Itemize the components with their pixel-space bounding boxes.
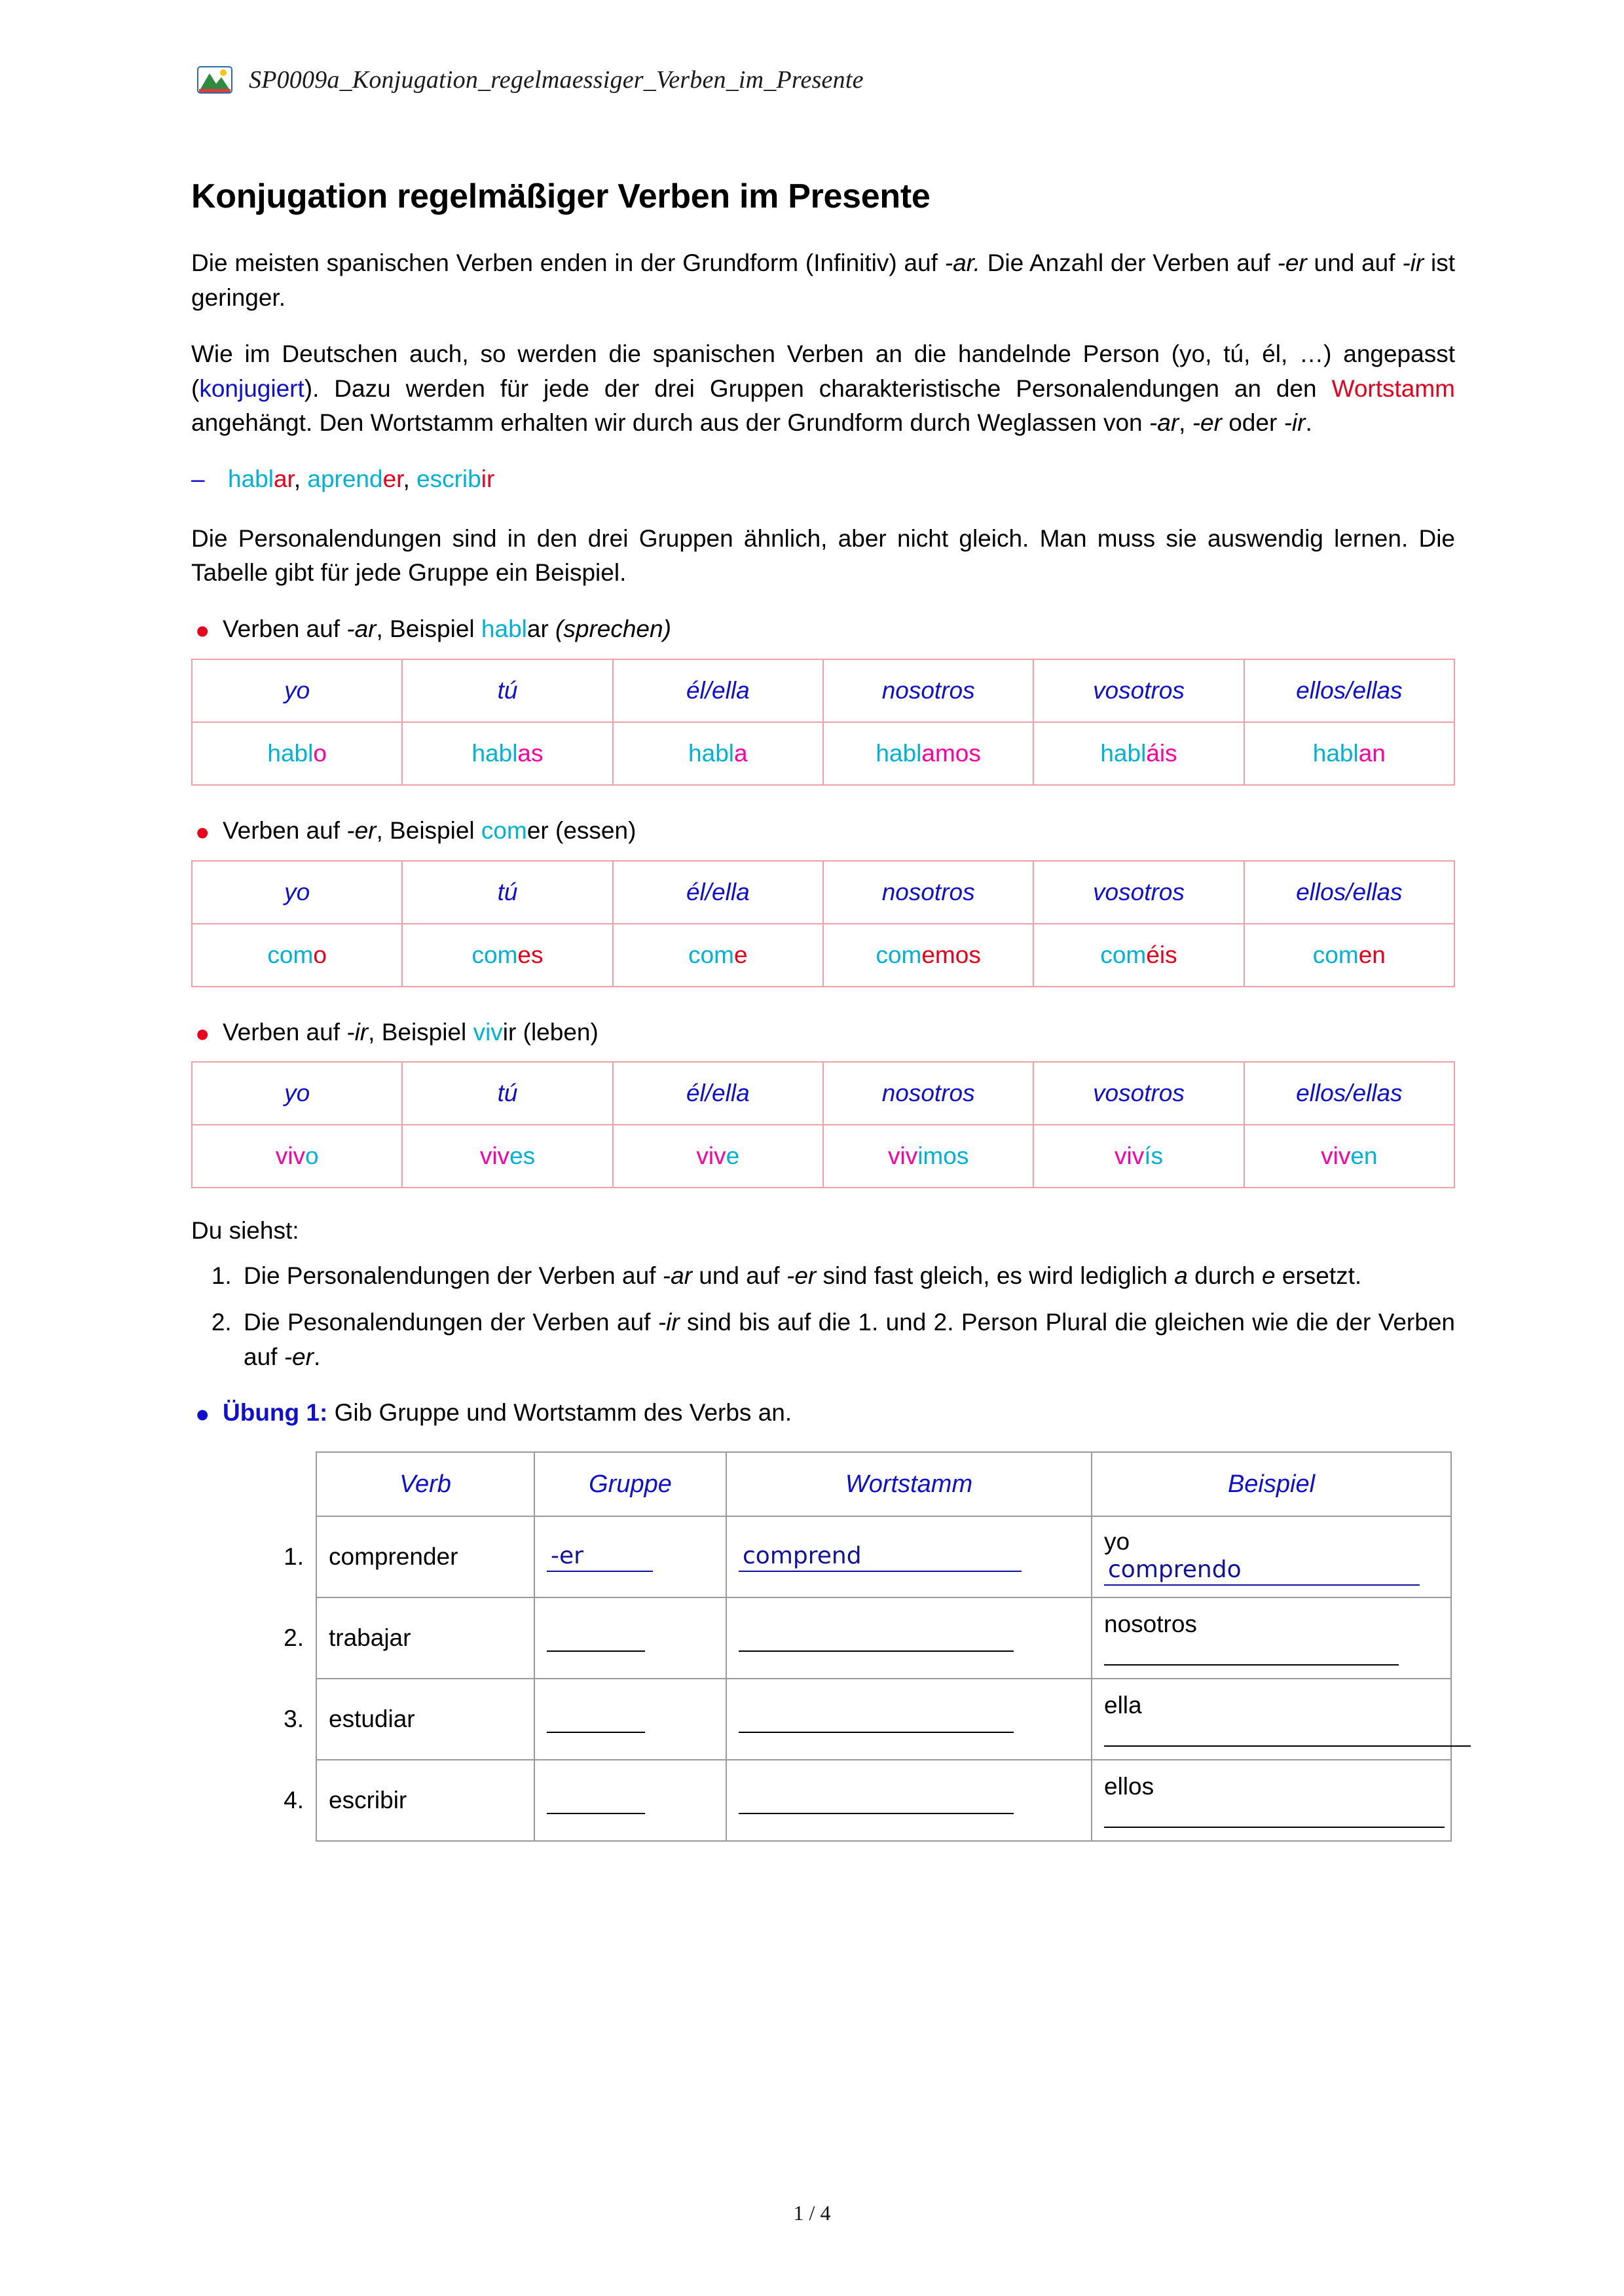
- pronoun-cell: vosotros: [1033, 659, 1244, 722]
- g3-translation: (leben): [516, 1018, 599, 1046]
- n1-italic-e: e: [1261, 1262, 1276, 1290]
- pronoun-cell: ellos/ellas: [1244, 1062, 1454, 1125]
- p1-italic-ar: -ar.: [944, 249, 980, 276]
- verbform-cell: [1244, 924, 1454, 987]
- pronoun-cell: tú: [402, 1062, 612, 1125]
- form-ending: imos: [917, 1142, 969, 1170]
- form-ending: es: [509, 1142, 536, 1170]
- form-stem: viv: [1114, 1142, 1145, 1170]
- verb-cell: escribir: [316, 1760, 534, 1841]
- beispiel-prefix: yo: [1104, 1528, 1130, 1556]
- table-row: [244, 1452, 1451, 1516]
- beispiel-answer-blank: [1104, 1719, 1471, 1747]
- column-header-verb: Verb: [316, 1452, 534, 1516]
- conjugation-table-er: [191, 860, 1455, 987]
- verbform-cell: [192, 1125, 402, 1188]
- column-header-gruppe: Gruppe: [534, 1452, 726, 1516]
- verbform-cell: [1244, 1125, 1454, 1188]
- table-row: [244, 1597, 1451, 1679]
- g2-mid: , Beispiel: [376, 816, 481, 844]
- pronoun-cell: nosotros: [823, 1062, 1033, 1125]
- g1-suffix: -ar: [346, 615, 377, 642]
- form-ending: e: [726, 1142, 740, 1170]
- form-ending: ís: [1144, 1142, 1163, 1170]
- page-title: Konjugation regelmäßiger Verben im Presente: [191, 177, 931, 215]
- column-header-beispiel: Beispiel: [1092, 1452, 1451, 1516]
- intro-paragraph-2: [191, 337, 1455, 441]
- gruppe-answer-cell[interactable]: [534, 1679, 726, 1760]
- table-row: [244, 1516, 1451, 1597]
- form-ending: o: [304, 1142, 319, 1170]
- pronoun-cell: tú: [402, 659, 612, 722]
- table-row: [192, 659, 1454, 722]
- beispiel-prefix: ella: [1104, 1692, 1142, 1719]
- verbform-cell: [1033, 1125, 1244, 1188]
- p2-text-4: ,: [1179, 409, 1192, 437]
- beispiel-prefix: ellos: [1104, 1773, 1154, 1800]
- g3-pre: Verben auf: [223, 1018, 347, 1046]
- table-row: [192, 1125, 1454, 1188]
- p2-wortstamm: Wortstamm: [1331, 374, 1455, 402]
- p1-italic-ir: -ir: [1402, 249, 1424, 276]
- row-number: 3.: [284, 1705, 304, 1732]
- table-row: [244, 1679, 1451, 1760]
- example-sep-1: ,: [293, 465, 308, 492]
- verbform-cell: [613, 1125, 823, 1188]
- g2-suffix: -er: [346, 816, 377, 844]
- n1-text-2: und auf: [692, 1262, 786, 1290]
- header-file-title: SP0009a_Konjugation_regelmaessiger_Verben_im_Presente: [249, 66, 864, 94]
- p2-text-2: ). Dazu werden für jede der drei Gruppen charakteristische Personalendungen an den: [304, 374, 1332, 402]
- form-stem: habl: [688, 739, 734, 767]
- wortstamm-answer-cell[interactable]: [726, 1516, 1092, 1597]
- p2-italic-ar: -ar: [1149, 409, 1179, 437]
- verbform-cell: [402, 924, 612, 987]
- g3-suffix: -ir: [346, 1018, 369, 1046]
- pronoun-cell: yo: [192, 659, 402, 722]
- p2-text-1: Wie im Deutschen auch, so werden die spanischen Verben an die handelnde Person (yo, tú, él, …) angepasst (: [191, 340, 1455, 402]
- observations-list: [191, 1259, 1455, 1374]
- example-aprender-stem: aprend: [307, 465, 383, 492]
- wortstamm-answer-cell[interactable]: [726, 1597, 1092, 1679]
- form-ending: es: [517, 941, 544, 968]
- bullet-icon: ●: [195, 818, 210, 845]
- p2-text-5: oder: [1221, 409, 1284, 437]
- beispiel-cell[interactable]: [1092, 1679, 1451, 1760]
- mountain-logo-icon: [196, 63, 233, 97]
- document-content: [191, 177, 1455, 1842]
- dash-marker: –: [191, 465, 205, 492]
- example-escribir-ending: ir: [481, 465, 495, 492]
- gruppe-answer-blank: [547, 1787, 645, 1814]
- n1-text-1: Die Personalendungen der Verben auf: [244, 1262, 663, 1290]
- n1-italic-a: a: [1174, 1262, 1188, 1290]
- pronoun-cell: nosotros: [823, 861, 1033, 924]
- group-heading-ar: [191, 613, 1455, 646]
- example-escribir-stem: escrib: [416, 465, 481, 492]
- exercise-label: Übung 1:: [223, 1399, 328, 1427]
- n1-italic-er: -er: [786, 1262, 817, 1290]
- form-stem: com: [1312, 941, 1359, 968]
- page-footer: 1 / 4: [793, 2201, 831, 2225]
- verb-cell: estudiar: [316, 1679, 534, 1760]
- wortstamm-answer: comprend: [739, 1543, 1022, 1572]
- form-stem: com: [876, 941, 922, 968]
- g1-stem: habl: [481, 615, 527, 642]
- g1-mid: , Beispiel: [376, 615, 481, 642]
- conjugation-table-ar: [191, 659, 1455, 786]
- wortstamm-answer-blank: [739, 1624, 1014, 1652]
- pronoun-cell: yo: [192, 1062, 402, 1125]
- table-row: [192, 924, 1454, 987]
- n2-text-2: sind bis auf die 1. und 2. Person Plural die gleichen wie die der Verben auf: [244, 1309, 1455, 1370]
- p2-italic-er: -er: [1192, 409, 1222, 437]
- example-hablar-ending: ar: [273, 465, 294, 492]
- list-item: [238, 1259, 1455, 1294]
- p2-konjugiert: konjugiert: [199, 374, 304, 402]
- form-ending: as: [517, 739, 544, 767]
- intro-paragraph-1: [191, 246, 1455, 315]
- bullet-icon: ●: [195, 1019, 210, 1047]
- form-ending: amos: [921, 739, 981, 767]
- bullet-icon: ●: [195, 616, 210, 644]
- form-stem: viv: [887, 1142, 918, 1170]
- wortstamm-answer-blank: [739, 1705, 1014, 1733]
- example-sep-2: ,: [403, 465, 417, 492]
- gruppe-answer-blank: [547, 1624, 645, 1652]
- table-row: [192, 861, 1454, 924]
- wortstamm-answer-cell[interactable]: [726, 1679, 1092, 1760]
- pronoun-cell: nosotros: [823, 659, 1033, 722]
- pronoun-cell: tú: [402, 861, 612, 924]
- gruppe-answer-cell[interactable]: [534, 1760, 726, 1841]
- exercise-instruction: Gib Gruppe und Wortstamm des Verbs an.: [327, 1399, 792, 1427]
- form-stem: com: [1100, 941, 1147, 968]
- verbform-cell: [402, 722, 612, 785]
- table-row: [192, 1062, 1454, 1125]
- verbform-cell: [1244, 722, 1454, 785]
- n1-text-3: sind fast gleich, es wird lediglich: [816, 1262, 1175, 1290]
- p1-text-1: Die meisten spanischen Verben enden in der Grundform (Infinitiv) auf: [191, 249, 945, 276]
- form-ending: en: [1350, 1142, 1378, 1170]
- row-number: 2.: [284, 1624, 304, 1651]
- pronoun-cell: yo: [192, 861, 402, 924]
- form-ending: an: [1358, 739, 1386, 767]
- gruppe-answer-cell[interactable]: [534, 1516, 726, 1597]
- verbform-cell: [823, 1125, 1033, 1188]
- conjugation-table-ir: [191, 1061, 1455, 1188]
- exercise-heading: [191, 1396, 1455, 1429]
- intro-paragraph-3: Die Personalendungen sind in den drei Gruppen ähnlich, aber nicht gleich. Man muss sie auswendig lernen. Die Tabelle gibt für jede Gruppe ein Beispiel.: [191, 524, 1455, 587]
- g1-pre: Verben auf: [223, 615, 347, 642]
- form-stem: com: [688, 941, 734, 968]
- beispiel-answer-blank: [1104, 1638, 1399, 1666]
- pronoun-cell: él/ella: [613, 659, 823, 722]
- form-stem: com: [267, 941, 314, 968]
- pronoun-cell: vosotros: [1033, 861, 1244, 924]
- beispiel-answer-blank: [1104, 1800, 1445, 1828]
- form-stem: habl: [471, 739, 518, 767]
- form-stem: habl: [267, 739, 314, 767]
- form-stem: viv: [1321, 1142, 1351, 1170]
- form-ending: o: [313, 941, 327, 968]
- n2-italic-er: -er: [284, 1343, 314, 1370]
- verbform-cell: [192, 722, 402, 785]
- beispiel-cell[interactable]: [1092, 1597, 1451, 1679]
- form-stem: viv: [479, 1142, 510, 1170]
- beispiel-prefix: nosotros: [1104, 1611, 1197, 1637]
- p2-italic-ir: -ir: [1283, 409, 1306, 437]
- pronoun-cell: ellos/ellas: [1244, 659, 1454, 722]
- wortstamm-answer-blank: [739, 1787, 1014, 1814]
- g2-ending: er: [526, 816, 549, 844]
- form-stem: viv: [696, 1142, 726, 1170]
- exercise-table-wrapper: [191, 1451, 1455, 1842]
- form-stem: viv: [275, 1142, 305, 1170]
- group-heading-ir: [191, 1016, 1455, 1049]
- g3-stem: viv: [473, 1018, 503, 1046]
- verbform-cell: [1033, 924, 1244, 987]
- example-words-line: [191, 463, 1455, 496]
- verb-cell: comprender: [316, 1516, 534, 1597]
- g2-translation: (essen): [548, 816, 637, 844]
- gruppe-answer-blank: [547, 1705, 645, 1733]
- n1-italic-ar: -ar: [662, 1262, 692, 1290]
- form-ending: a: [734, 739, 748, 767]
- bullet-icon: ●: [195, 1400, 210, 1428]
- table-row: [192, 722, 1454, 785]
- verbform-cell: [613, 924, 823, 987]
- verbform-cell: [613, 722, 823, 785]
- form-stem: com: [471, 941, 518, 968]
- list-item: [238, 1305, 1455, 1374]
- p1-text-2: Die Anzahl der Verben auf: [980, 249, 1278, 276]
- verbform-cell: [823, 924, 1033, 987]
- p1-text-3: und auf: [1306, 249, 1403, 276]
- beispiel-answer: comprendo: [1104, 1557, 1420, 1586]
- verbform-cell: [192, 924, 402, 987]
- g2-pre: Verben auf: [223, 816, 347, 844]
- column-header-wortstamm: Wortstamm: [726, 1452, 1092, 1516]
- form-ending: o: [313, 739, 327, 767]
- n2-italic-ir: -ir: [657, 1309, 680, 1336]
- form-ending: en: [1358, 941, 1386, 968]
- p2-text-6: .: [1305, 409, 1312, 437]
- n2-text-1: Die Pesonalendungen der Verben auf: [244, 1309, 658, 1336]
- p2-text-3: angehängt. Den Wortstamm erhalten wir durch aus der Grundform durch Weglassen von: [191, 409, 1149, 437]
- exercise-table: [244, 1451, 1452, 1842]
- form-ending: e: [733, 941, 748, 968]
- row-number-cell: [244, 1452, 316, 1516]
- group-heading-er: [191, 814, 1455, 847]
- n1-text-5: ersetzt.: [1275, 1262, 1362, 1290]
- pronoun-cell: vosotros: [1033, 1062, 1244, 1125]
- row-number: 1.: [284, 1543, 304, 1570]
- g3-mid: , Beispiel: [368, 1018, 473, 1046]
- form-ending: éis: [1146, 941, 1177, 968]
- beispiel-cell[interactable]: [1092, 1760, 1451, 1841]
- gruppe-answer: -er: [547, 1543, 653, 1572]
- p1-text-4: ist geringer.: [191, 249, 1456, 311]
- pronoun-cell: ellos/ellas: [1244, 861, 1454, 924]
- form-ending: áis: [1146, 739, 1177, 767]
- verbform-cell: [823, 722, 1033, 785]
- g3-ending: ir: [502, 1018, 517, 1046]
- g1-translation: (sprechen): [548, 615, 671, 642]
- example-hablar-stem: habl: [228, 465, 274, 492]
- form-ending: emos: [921, 941, 981, 968]
- wortstamm-answer-cell[interactable]: [726, 1760, 1092, 1841]
- pronoun-cell: él/ella: [613, 861, 823, 924]
- form-stem: habl: [1100, 739, 1147, 767]
- g1-ending: ar: [526, 615, 549, 642]
- g2-stem: com: [481, 816, 527, 844]
- p1-italic-er: -er: [1277, 249, 1307, 276]
- n2-text-3: .: [313, 1343, 321, 1370]
- pronoun-cell: él/ella: [613, 1062, 823, 1125]
- verbform-cell: [402, 1125, 612, 1188]
- row-number: 4.: [284, 1787, 304, 1813]
- verb-cell: trabajar: [316, 1597, 534, 1679]
- table-row: [244, 1760, 1451, 1841]
- document-header: [196, 63, 864, 97]
- verbform-cell: [1033, 722, 1244, 785]
- n1-text-4: durch: [1187, 1262, 1262, 1290]
- beispiel-cell[interactable]: [1092, 1516, 1451, 1597]
- form-stem: habl: [1312, 739, 1359, 767]
- example-aprender-ending: er: [382, 465, 403, 492]
- form-stem: habl: [876, 739, 922, 767]
- du-siehst-label: Du siehst:: [191, 1217, 299, 1245]
- gruppe-answer-cell[interactable]: [534, 1597, 726, 1679]
